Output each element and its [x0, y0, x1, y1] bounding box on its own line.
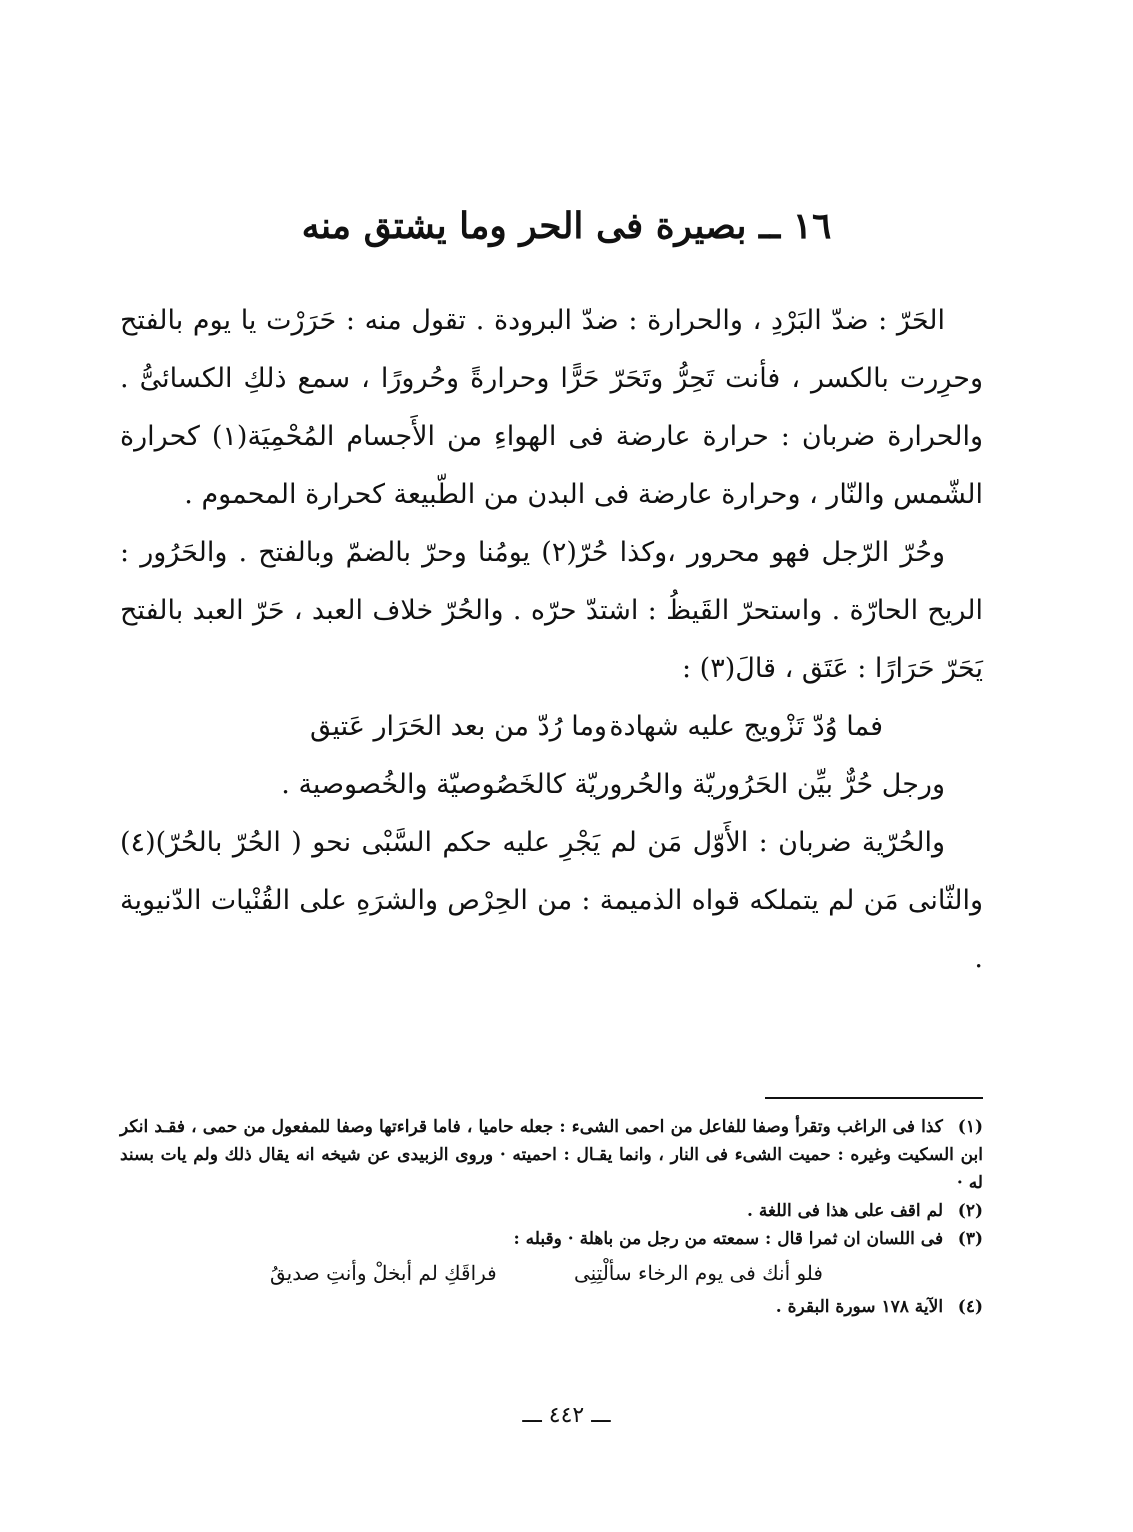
footnote-number: (٢): [957, 1201, 983, 1221]
footnote-number: (٤): [957, 1297, 983, 1317]
verse-second-hemistich: وما رُدّ من بعد الحَرَار عَتيق: [310, 711, 607, 742]
footnote-verse-second-hemistich: فراقَكِ لم أبخلْ وأنتِ صديقُ: [270, 1261, 497, 1285]
page-number: ـــ ٤٤٢ ـــ: [522, 1403, 611, 1428]
footnote-number: (٣): [957, 1229, 983, 1249]
section-heading: ١٦ ــ بصيرة فى الحر وما يشتق منه: [301, 205, 832, 247]
footnote-number: (١): [957, 1117, 983, 1137]
footnote-2: [120, 1197, 983, 1225]
footnote-verse-first-hemistich: فلو أنك فى يوم الرخاء سألْتِنِى: [573, 1261, 823, 1285]
footnote-text: الآية ١٧٨ سورة البقرة .: [775, 1297, 944, 1317]
paragraph-freedom-types: والحُرّية ضربان : الأَوّل مَن لم يَجْرِ عليه حكم السَّبْى نحو ( الحُرّ بالحُرّ)(٤) والثّانى مَن لم يتملكه قواه الذميمة : من الحِرْص والشرَهِ على القُنْيات الدّنيوية .: [120, 827, 983, 974]
verse-first-hemistich: فما وُدّ تَزْويج عليه شهادة: [609, 711, 883, 742]
paragraph-harura: ورجل حُرٌّ بيِّن الحَرُوريّة والحُروريّة كالخَصُوصيّة والخُصوصية .: [281, 769, 945, 800]
footnote-text: فى اللسان ان ثمرا قال : سمعته من رجل من باهلة · وقبله :: [513, 1229, 944, 1249]
footnote-4: [120, 1293, 983, 1321]
footnote-verse: [120, 1253, 983, 1293]
poetry-verse: [120, 698, 983, 756]
paragraph-hot-day-and-free: وحُرّ الرّجل فهو محرور ،وكذا حُرّ(٢) يومُنا وحرّ بالضمّ وبالفتح . والحَرُور : الريح الحارّة . واستحرّ القَيظُ : اشتدّ حرّه . والحُرّ خلاف العبد ، حَرّ العبد بالفتح يَحَرّ حَرَارًا : عَتَق ، قالَ(٣) :: [120, 537, 983, 684]
paragraph-heat-definition: الحَرّ : ضدّ البَرْدِ ، والحرارة : ضدّ البرودة . تقول منه : حَرَرْت يا يوم بالفتح وحرِرت بالكسر ، فأنت تَحِرُّ وتَحَرّ حَرًّا وحرارةً وحُرورًا ، سمع ذلكِ الكسائىُّ . والحرارة ضربان : حرارة عارضة فى الهواءِ من الأَجسام المُحْمِيَة(١) كحرارة الشّمس والنّار ، وحرارة عارضة فى البدن من الطّبيعة كحرارة المحموم .: [120, 305, 983, 510]
footnote-3: [120, 1225, 983, 1253]
footnote-text: كذا فى الراغب وتقرأ وصفا للفاعل من احمى الشىء : جعله حاميا ، فاما قراءتها وصفا للمفعول من حمى ، فقـد انكر ابن السكيت وغيره : حميت الشىء فى النار ، وانما يقـال : احميته · وروى الزبيدى عن شيخه انه يقال ذلك ولم يات بسند له ·: [120, 1117, 983, 1193]
footnote-1: [120, 1113, 983, 1197]
footnote-text: لم اقف على هذا فى اللغة .: [747, 1201, 944, 1221]
footnotes-section: [120, 1113, 983, 1321]
footnote-divider: [765, 1097, 983, 1099]
main-text: [120, 292, 983, 988]
